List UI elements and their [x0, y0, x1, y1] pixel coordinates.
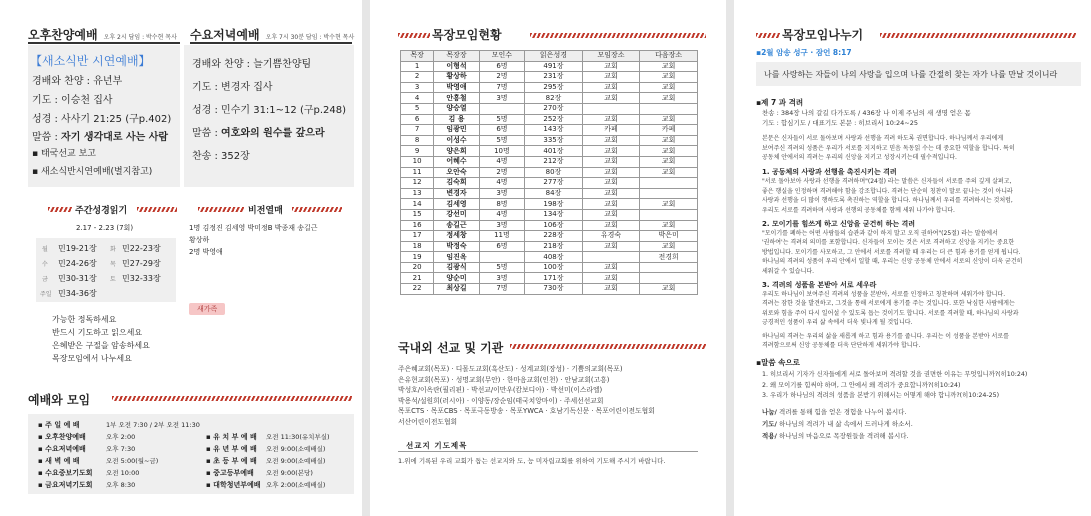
worship-name: ▪ 중고등부예배 — [206, 469, 254, 477]
cell-table — [400, 50, 698, 295]
table-cell — [582, 252, 640, 263]
table-cell: 12 — [401, 178, 434, 189]
lesson-text: 보여주신 격려의 성품은 우리가 서로를 지지하고 믿음 독동읽 수는 데 중요한 역할을 합니다. 특히 — [762, 144, 1015, 152]
table-cell: 박정숙 — [434, 241, 479, 252]
table-cell: 408장 — [525, 252, 583, 263]
table-cell: 11 — [401, 167, 434, 178]
column-header: 다음장소 — [640, 51, 698, 62]
lesson-text: 격려함으로써 신앙 공동체를 더욱 단단하게 세워가야 합니다. — [762, 342, 921, 349]
verse-ref: ▪2월 암송 성구 · 잠언 8:17 — [756, 48, 852, 57]
stripe-decoration — [112, 396, 352, 401]
table-cell: 교회 — [582, 135, 640, 146]
afternoon-line: 기도 : 이승천 집사 — [32, 95, 113, 106]
table-cell: 295장 — [525, 82, 583, 93]
lesson-text: 긍경적인 성품이 우리 삶 속에서 더욱 빛나게 될 것입니다. — [762, 319, 913, 327]
table-cell: 전경희 — [640, 252, 698, 263]
mission-title: 국내외 선교 및 기관 — [398, 341, 504, 355]
worship-time: 오후 2:00 — [106, 433, 136, 441]
table-row — [401, 135, 698, 146]
table-cell: 19 — [401, 252, 434, 263]
table-row — [401, 220, 698, 231]
worship-name: ▪ 대학청년부예배 — [206, 481, 261, 489]
worship-time: 오후 8:30 — [106, 481, 136, 489]
lesson-text: "모이기를 폐하는 어떤 사람들의 습관과 같이 하지 말고 오직 권하여"(25절) 라는 말씀에서 — [762, 230, 998, 237]
worship-time: 오전 9:00(소예배실) — [266, 445, 326, 453]
stripe-decoration — [292, 207, 342, 212]
table-cell: 270장 — [525, 103, 583, 114]
wednesday-message: 말씀 : 여호와의 원수를 갚으라 — [192, 128, 325, 139]
table-cell: 6 — [401, 114, 434, 125]
column-header: 읽은성경 — [525, 51, 583, 62]
column-header: 목장장 — [434, 51, 479, 62]
table-row — [401, 114, 698, 125]
sharing-title: 목장모임나누기 — [782, 28, 864, 42]
table-cell: 이형석 — [434, 61, 479, 72]
table-cell: 변경자 — [434, 188, 479, 199]
table-cell: 134장 — [525, 209, 583, 220]
table-cell: 교회 — [582, 273, 640, 284]
table-cell: 6명 — [479, 241, 524, 252]
stripe-decoration — [510, 344, 706, 349]
table-cell: 안흥철 — [434, 93, 479, 104]
table-row — [401, 252, 698, 263]
worship-time: 오전 11:30(유치부실) — [266, 433, 330, 441]
table-cell — [582, 103, 640, 114]
prayer-title: 선교지 기도제목 — [406, 441, 468, 450]
afternoon-bullet: ▪ 태국선교 보고 — [32, 149, 96, 159]
table-cell: 22 — [401, 284, 434, 295]
table-cell: 교회 — [640, 167, 698, 178]
table-row — [401, 199, 698, 210]
table-cell: 18 — [401, 241, 434, 252]
table-cell — [640, 262, 698, 273]
column-header: 모인수 — [479, 51, 524, 62]
table-cell: 5명 — [479, 135, 524, 146]
table-cell: 교회 — [640, 135, 698, 146]
table-cell: 교회 — [582, 82, 640, 93]
table-row — [401, 146, 698, 157]
table-cell: 교회 — [640, 61, 698, 72]
lesson-text: 본문은 신자들이 서로 돌아보며 사랑과 선행을 격려 하도록 권면합니다. 하나님께서 우리에게 — [762, 135, 1004, 143]
gutter — [362, 0, 370, 516]
lesson-text: 세워갈 수 있습니다. — [762, 267, 815, 275]
bible-tip: 은혜받은 구절을 암송하세요 — [52, 341, 150, 350]
table-cell: 4명 — [479, 209, 524, 220]
mission-line: 서산어린이전도협회 — [398, 417, 458, 426]
table-cell: 교회 — [582, 209, 640, 220]
lesson-text: 우리도 서로를 격려하며 사랑과 선행의 공동체를 함께 세워 나가야 합니다. — [762, 206, 955, 214]
application-line: 적용/ 하나님의 마음으로 목장원들을 격려해 봅시다. — [762, 431, 909, 440]
prayer-text: 1.위에 기록된 우리 교회가 돕는 선교지와 도, 능 미자립교회를 위하여 기도해 주시기 바랍니다. — [398, 457, 666, 465]
lesson-chapter: ▪제 7 과 격려 — [756, 98, 804, 107]
worship-name: ▪ 새 벽 예 배 — [38, 457, 80, 465]
table-cell: 최상길 — [434, 284, 479, 295]
worship-name: ▪ 주 일 예 배 — [38, 421, 80, 429]
table-cell: 82장 — [525, 93, 583, 104]
worship-name: ▪ 수요저녁예배 — [38, 445, 86, 453]
table-cell: 송길근 — [434, 220, 479, 231]
table-cell: 오안숙 — [434, 167, 479, 178]
table-row — [401, 188, 698, 199]
stripe-decoration — [198, 207, 244, 212]
table-cell: 김광식 — [434, 262, 479, 273]
table-cell: 교회 — [582, 241, 640, 252]
table-cell: 277장 — [525, 178, 583, 189]
application-line: 나눔/ 격려를 통해 힘을 얻은 경험을 나누어 봅시다. — [762, 407, 907, 416]
divider — [398, 451, 698, 452]
table-cell: 2명 — [479, 72, 524, 83]
table-cell: 231장 — [525, 72, 583, 83]
table-cell: 교회 — [640, 199, 698, 210]
bible-tip: 목장모임에서 나누세요 — [52, 354, 132, 363]
table-cell: 9 — [401, 146, 434, 157]
afternoon-title: 오후찬양예배 오후 2시 담임 : 박수현 목사 — [28, 28, 177, 42]
table-cell: 5명 — [479, 114, 524, 125]
table-cell: 교회 — [640, 241, 698, 252]
worship-title: 예배와 모임 — [28, 393, 91, 407]
worship-time: 1부 오전 7:30 / 2부 오전 11:30 — [106, 421, 200, 429]
table-row — [401, 284, 698, 295]
section-title: 1. 공동체의 사랑과 선행을 촉진시키는 격려 — [762, 168, 897, 177]
panel-cell-sharing — [734, 0, 1091, 516]
lesson-meta: 찬송 : 384장 나의 갈길 다가도록 / 436장 나 이제 주님의 새 생명 얻은 몸 — [762, 109, 971, 117]
table-cell: 13 — [401, 188, 434, 199]
table-cell: 21 — [401, 273, 434, 284]
table-cell: 교회 — [582, 188, 640, 199]
worship-time: 오후 2:00(소예배실) — [266, 481, 326, 489]
table-row — [401, 178, 698, 189]
table-cell: 7 — [401, 125, 434, 136]
table-cell: 황상하 — [434, 72, 479, 83]
table-row — [401, 167, 698, 178]
mission-line: 목포CTS · 목포CBS · 목포극동방송 · 목포YWCA · 호남기독신문 · 목포어린이전도협회 — [398, 407, 655, 415]
table-cell: 교회 — [640, 156, 698, 167]
table-cell: 730장 — [525, 284, 583, 295]
worship-time: 오전 10:00 — [106, 469, 140, 477]
new-family-badge: 새가족 — [189, 303, 225, 315]
table-cell: 212장 — [525, 156, 583, 167]
table-cell — [640, 103, 698, 114]
table-row — [401, 156, 698, 167]
table-cell: 4 — [401, 93, 434, 104]
wednesday-title: 수요저녁예배 오후 7시 30분 담임 : 박수현 목사 — [190, 28, 355, 42]
table-cell: 교회 — [582, 61, 640, 72]
divider — [190, 42, 352, 44]
questions-title: ▪말씀 속으로 — [756, 358, 800, 368]
table-row — [401, 231, 698, 242]
table-row — [401, 103, 698, 114]
table-cell: 3 — [401, 82, 434, 93]
lesson-text: '권하여'는 격려의 의미를 포함합니다. 신자들이 모이는 것은 서로 격려하고 신앙을 지키는 중요한 — [762, 239, 1015, 247]
table-cell: 양승열 — [434, 103, 479, 114]
table-cell: 교회 — [582, 93, 640, 104]
table-cell: 2 — [401, 72, 434, 83]
section-title: 3. 격려의 성품을 본받아 서로 세우라 — [762, 281, 877, 289]
lesson-text: 우리도 하나님이 보여주신 격려의 성품을 본받아, 서로를 인정하고 칭찬하며 세워가야 합니다. — [762, 291, 1006, 298]
table-cell: 임진옥 — [434, 252, 479, 263]
worship-name: ▪ 초 등 부 예 배 — [206, 457, 257, 465]
table-cell: 10 — [401, 156, 434, 167]
table-cell: 교회 — [640, 93, 698, 104]
panel-worship: 오후찬양예배 오후 2시 담임 : 박수현 목사 수요저녁예배 오후 7시 30분 담임 : 박수현 목사 【새소식반 시연예배】 경배와 찬양 : 유년부 기도 : 이승천 집사 성경 : 사사기 21:25 (구p.402) 말씀 : 자기 생각대로 사는 사람 ▪ 태국선교 보고 ▪ 새소식반시연예배(별지참고) 경배와 찬양 : 늘기쁨찬양팀 기도 : 변경자 집사 성경 : 민수기 31:1~12 (구p.248) 말씀 : 여호와의 원수를 갚으라 찬송 : 352장 주간성경읽기 2.17 - 2.23 (7회) 월 민19-21장 화 민22-23장 수 민24-26장 목 민27-29장 금 민30-31장 토 민32-33장 주일 민34-36장 가능한 정독하세요 반드시 기도하고 읽으세요 은혜받은 구절을 암송하세요 목장모임에서 나누세요 비전열매 1명 김정진 김세영 박미정B 박종재 송길근 황상하 2명 박영애 새가족 예배와 모임 ▪ 주 일 예 배 1부 오전 7:30 / 2부 오전 11:30 ▪ 오후찬양예배 오후 2:00 ▪ 수요저녁예배 오후 7:30 ▪ 새 벽 예 배 오전 5:00(월~금) ▪ 수요중보기도회 오전 10:00 ▪ 금요저녁기도회 오후 8:30 ▪ 유 치 부 예 배 오전 11:30(유치부실) ▪ 유 년 부 예 배 오전 9:00(소예배실) ▪ 초 등 부 예 배 오전 9:00(소예배실) ▪ 중고등부예배 오전 9:00(본당) ▪ 대학청년부예배 오후 2:00(소예배실) — [0, 0, 362, 516]
table-cell: 84장 — [525, 188, 583, 199]
table-cell: 16 — [401, 220, 434, 231]
table-cell — [640, 273, 698, 284]
worship-name: ▪ 수요중보기도회 — [38, 469, 93, 477]
afternoon-bullet: ▪ 새소식반시연예배(별지참고) — [32, 167, 153, 177]
table-cell: 김 용 — [434, 114, 479, 125]
table-row — [401, 209, 698, 220]
table-cell: 교회 — [640, 72, 698, 83]
table-cell: 임광민 — [434, 125, 479, 136]
table-cell: 143장 — [525, 125, 583, 136]
table-cell: 15 — [401, 209, 434, 220]
table-row — [401, 61, 698, 72]
table-cell: 어혜수 — [434, 156, 479, 167]
afternoon-line: 경배와 찬양 : 유년부 — [32, 76, 123, 87]
question: 1. 히브리서 기자가 신자들에게 서로 돌아보며 격려할 것을 권면한 이유는 무엇입니까?(히10:24) — [762, 371, 1028, 379]
table-cell: 김숙희 — [434, 178, 479, 189]
table-row — [401, 125, 698, 136]
table-cell: 교회 — [582, 220, 640, 231]
table-cell: 20 — [401, 262, 434, 273]
table-cell: 이성수 — [434, 135, 479, 146]
mission-line: 박성호/이옥란(필리핀) · 박선교/이만우(캄보디아) · 박선미(이스라엘) — [398, 386, 603, 394]
worship-time: 오전 9:00(본당) — [266, 469, 313, 477]
table-cell: 교회 — [640, 114, 698, 125]
lesson-meta: 기도 : 합심기도 / 대표기도 본문 : 히브리서 10:24~25 — [762, 118, 919, 127]
table-cell: 4명 — [479, 178, 524, 189]
table-row — [401, 262, 698, 273]
table-cell: 8명 — [479, 199, 524, 210]
table-cell: 106장 — [525, 220, 583, 231]
table-cell: 1 — [401, 61, 434, 72]
table-cell: 491장 — [525, 61, 583, 72]
table-cell: 80장 — [525, 167, 583, 178]
table-cell: 5 — [401, 103, 434, 114]
stripe-decoration — [137, 207, 177, 212]
table-row — [401, 273, 698, 284]
mission-line: 주은혜교회(목포) · 디몰도교회(흑산도) · 성계교회(장성) · 기쁨의교회(목포) — [398, 365, 623, 373]
table-cell: 10명 — [479, 146, 524, 157]
table-cell: 교회 — [582, 262, 640, 273]
table-cell: 3명 — [479, 93, 524, 104]
table-cell: 6명 — [479, 125, 524, 136]
table-cell: 박은미 — [640, 231, 698, 242]
vision-line: 2명 박영애 — [189, 248, 223, 256]
vision-title: 비전열매 — [248, 206, 283, 216]
table-cell: 11명 — [479, 231, 524, 242]
application-line: 기도/ 하나님의 격려가 내 삶 속에서 드러나게 하소서. — [762, 419, 913, 428]
lesson-text: 사랑과 선행을 더 많이 행하도록 촉진하는 역할을 합니다. 하나님께서 우리를 격려하시는 것처럼, — [762, 197, 1013, 205]
table-cell: 교회 — [582, 284, 640, 295]
table-cell: 교회 — [640, 284, 698, 295]
table-cell: 교회 — [640, 146, 698, 157]
lesson-text: 공동체 안에서의 격려는 우리의 신앙을 지키고 성장시키는데 필수적입니다. — [762, 154, 957, 161]
bible-tip: 반드시 기도하고 읽으세요 — [52, 328, 143, 337]
table-row — [401, 72, 698, 83]
column-header: 목장 — [401, 51, 434, 62]
stripe-decoration — [756, 33, 780, 38]
table-cell: 정세창 — [434, 231, 479, 242]
table-cell: 8 — [401, 135, 434, 146]
wednesday-line: 기도 : 변경자 집사 — [192, 82, 273, 93]
table-cell — [479, 103, 524, 114]
table-cell: 양은희 — [434, 146, 479, 157]
table-cell: 7명 — [479, 284, 524, 295]
worship-name: ▪ 유 년 부 예 배 — [206, 445, 257, 453]
question: 2. 왜 모이기를 힘써야 하며, 그 안에서 왜 격려가 중요합니까?(히10:24) — [762, 381, 961, 389]
worship-time: 오전 9:00(소예배실) — [266, 457, 326, 465]
table-cell: 100장 — [525, 262, 583, 273]
section-title: 2. 모이기를 힘쓰게 하고 신앙을 굳건히 하는 격려 — [762, 220, 916, 228]
wednesday-line: 성경 : 민수기 31:1~12 (구p.248) — [192, 105, 347, 116]
table-cell — [640, 209, 698, 220]
lesson-text: 하나님의 격려의 성품이 우리 안에서 일할 때, 우리는 신앙 공동체 안에서 서로의 신앙이 더욱 굳건히 — [762, 258, 1023, 266]
worship-time: 오후 7:30 — [106, 445, 136, 453]
lesson-text: 좋은 행실을 인정하며 격려해야 함을 강조합니다. 격려는 단순히 칭찬이 말로 끝나는 것이 아니라 — [762, 187, 1013, 195]
table-cell: 강선미 — [434, 209, 479, 220]
stripe-decoration — [48, 207, 72, 212]
table-row — [401, 82, 698, 93]
table-cell: 양순미 — [434, 273, 479, 284]
table-cell: 4명 — [479, 156, 524, 167]
table-cell: 교회 — [582, 114, 640, 125]
question: 3. 우리가 하나님의 격려의 성품을 본받기 위해서는 어떻게 해야 합니까?(히10:24-25) — [762, 392, 1000, 400]
table-cell: 카페 — [582, 125, 640, 136]
table-cell: 2명 — [479, 167, 524, 178]
wednesday-praise: 찬송 : 352장 — [192, 151, 250, 162]
verse-text: 나를 사랑하는 자들이 나의 사랑을 입으며 나를 간절히 찾는 자가 나를 만날 것이니라 — [764, 70, 1058, 79]
stripe-decoration — [398, 33, 430, 38]
worship-name: ▪ 유 치 부 예 배 — [206, 433, 257, 441]
table-cell: 335장 — [525, 135, 583, 146]
lesson-text: 방법입니다. 모이기를 사모하고, 그 안에서 서로를 격려할 때 우리는 더 큰 힘과 용기를 얻게 됩니다. — [762, 248, 1021, 256]
lesson-text: 위로와 힘을 주어 다시 일어설 수 있도록 돕는 것이기도 합니다. 서로를 격려할 때, 하나님의 사랑과 — [762, 309, 1019, 317]
gutter — [726, 0, 734, 516]
table-cell: 218장 — [525, 241, 583, 252]
divider — [28, 42, 180, 44]
table-cell: 유경숙 — [582, 231, 640, 242]
table-cell: 교회 — [582, 199, 640, 210]
lesson-text: 격려는 잠한 것을 발견하고, 그것을 통해 서로에게 용기를 주는 것입니다. 또한 낙심한 사람에게는 — [762, 300, 1015, 308]
mission-line: 박용석/설원희(러시아) · 이양동/장순임(태국치앙마이) · 주세선선교회 — [398, 396, 604, 405]
table-cell: 카페 — [640, 125, 698, 136]
table-cell: 교회 — [582, 72, 640, 83]
table-cell: 17 — [401, 231, 434, 242]
afternoon-line: 성경 : 사사기 21:25 (구p.402) — [32, 114, 172, 125]
worship-name: ▪ 금요저녁기도회 — [38, 481, 93, 489]
table-cell: 7명 — [479, 82, 524, 93]
wednesday-line: 경배와 찬양 : 늘기쁨찬양팀 — [192, 59, 312, 70]
table-cell: 3명 — [479, 273, 524, 284]
table-cell: 교회 — [582, 156, 640, 167]
table-cell: 5명 — [479, 262, 524, 273]
lesson-text: 하나님의 격려는 우리의 삶을 새롭게 하고 힘과 용기를 줍니다. 우리는 이 성품을 본받아 서로를 — [762, 332, 1009, 340]
table-cell: 교회 — [640, 82, 698, 93]
panel-cell-groups — [370, 0, 726, 516]
worship-name: ▪ 오후찬양예배 — [38, 433, 86, 441]
lesson-text: "서로 돌아보아 사랑과 선행을 격려하며"(24절) 라는 말씀은 신자들이 서로를 주의 깊게 살펴고, — [762, 178, 1012, 186]
table-cell: 3명 — [479, 188, 524, 199]
cell-title: 목장모임현황 — [432, 28, 502, 42]
table-row — [401, 93, 698, 104]
table-header — [401, 51, 698, 62]
stripe-decoration — [880, 33, 1076, 38]
table-cell: 교회 — [582, 167, 640, 178]
mission-line: 은유현교회(목포) · 성명교회(무안) · 한마음교회(인천) · 안남교회(고흥) — [398, 375, 610, 384]
table-cell: 171장 — [525, 273, 583, 284]
worship-time: 오전 5:00(월~금) — [106, 457, 159, 465]
table-cell: 박영애 — [434, 82, 479, 93]
column-header: 모임장소 — [582, 51, 640, 62]
table-cell: 14 — [401, 199, 434, 210]
bible-dates: 2.17 - 2.23 (7회) — [76, 224, 134, 232]
vision-line: 황상하 — [189, 236, 210, 244]
bible-tip: 가능한 정독하세요 — [52, 315, 117, 324]
table-cell — [479, 252, 524, 263]
table-cell: 6명 — [479, 61, 524, 72]
vision-line: 1명 김정진 김세영 박미정B 박종재 송길근 — [189, 224, 318, 232]
table-cell: 김세영 — [434, 199, 479, 210]
afternoon-message: 말씀 : 자기 생각대로 사는 사람 — [32, 132, 169, 143]
table-cell: 교회 — [582, 178, 640, 189]
table-cell: 401장 — [525, 146, 583, 157]
stripe-decoration — [530, 33, 706, 38]
table-cell: 3명 — [479, 220, 524, 231]
table-row — [401, 241, 698, 252]
sermon-title: 【새소식반 시연예배】 — [30, 54, 151, 68]
table-cell — [640, 178, 698, 189]
table-cell: 198장 — [525, 199, 583, 210]
table-cell: 교회 — [582, 146, 640, 157]
bible-title: 주간성경읽기 — [75, 206, 128, 216]
table-cell: 252장 — [525, 114, 583, 125]
table-cell — [640, 188, 698, 199]
table-cell: 교회 — [640, 220, 698, 231]
table-cell: 228장 — [525, 231, 583, 242]
